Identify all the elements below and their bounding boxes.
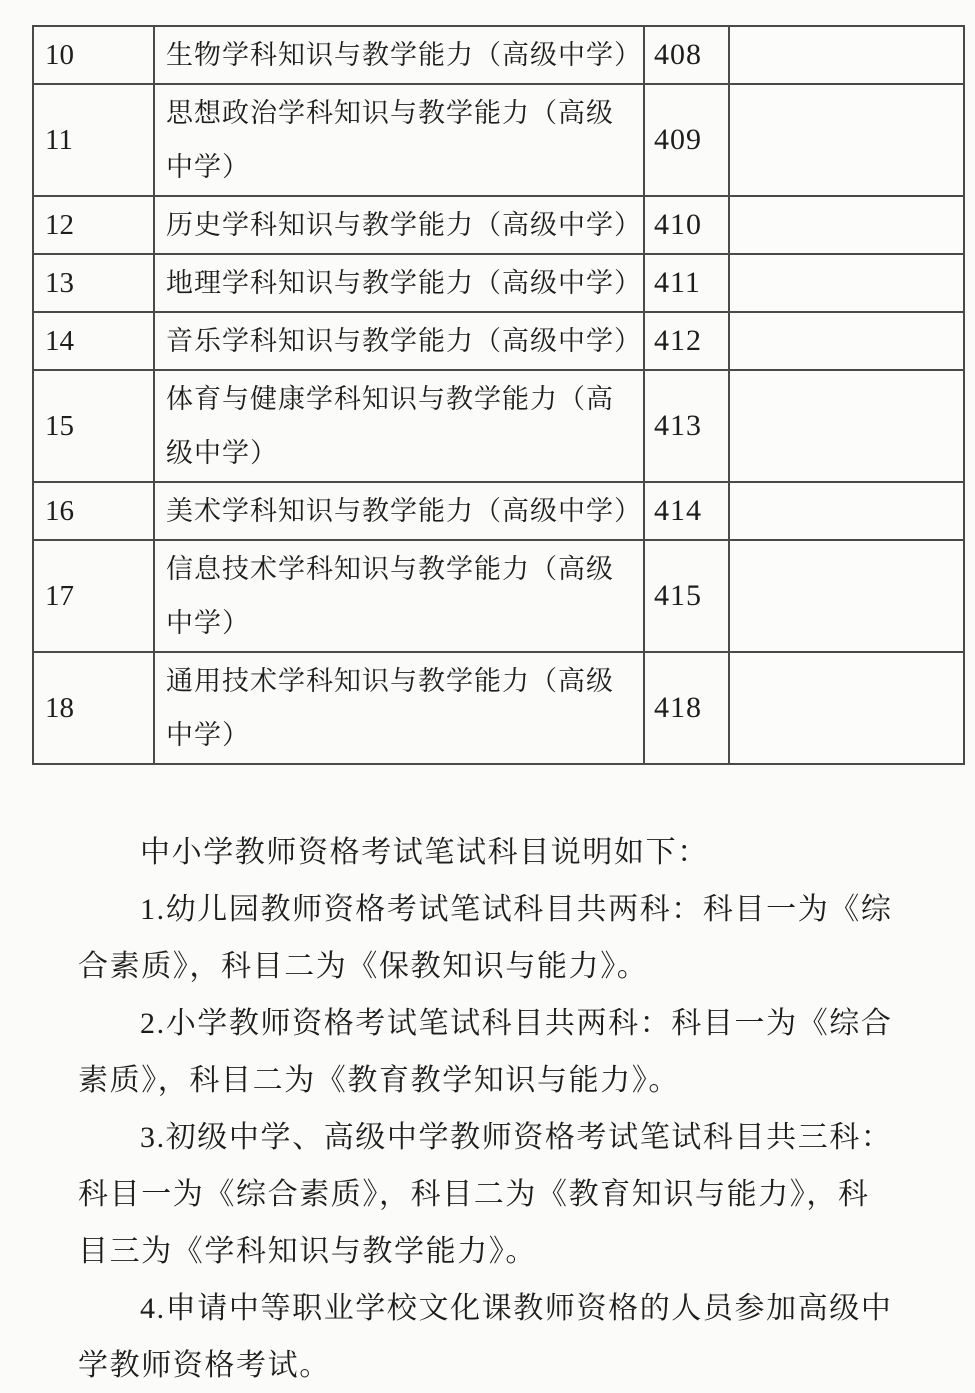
notes-line: 中小学教师资格考试笔试科目说明如下： xyxy=(140,836,709,869)
row-number-cell: 10 xyxy=(33,26,154,84)
code-cell: 415 xyxy=(644,540,729,652)
subject-line: 级中学） xyxy=(166,438,278,468)
subject-line: 中学） xyxy=(166,152,250,182)
notes-line: 科目一为《综合素质》，科目二为《教育知识与能力》，科 xyxy=(78,1178,870,1211)
subject-line: 通用技术学科知识与教学能力（高级 xyxy=(166,666,614,696)
remark-cell xyxy=(729,540,964,652)
notes-line: 1.幼儿园教师资格考试笔试科目共两科：科目一为《综 xyxy=(140,893,893,926)
subject-line: 思想政治学科知识与教学能力（高级 xyxy=(166,98,614,128)
table-row xyxy=(33,652,964,764)
code-cell: 418 xyxy=(644,652,729,764)
table-row xyxy=(33,370,964,482)
code-cell: 413 xyxy=(644,370,729,482)
table-row xyxy=(33,540,964,652)
notes-line: 目三为《学科知识与教学能力》。 xyxy=(78,1235,537,1268)
subject-line: 历史学科知识与教学能力（高级中学） xyxy=(166,210,642,240)
code-cell: 410 xyxy=(644,196,729,254)
subject-cell xyxy=(154,652,644,764)
table-row xyxy=(33,482,964,540)
subject-cell xyxy=(154,254,644,312)
subject-cell xyxy=(154,370,644,482)
row-number-cell: 18 xyxy=(33,652,154,764)
row-number-cell: 14 xyxy=(33,312,154,370)
subject-cell xyxy=(154,196,644,254)
code-cell: 412 xyxy=(644,312,729,370)
exam-subjects-table-body xyxy=(33,26,964,764)
table-row xyxy=(33,84,964,196)
subject-line: 生物学科知识与教学能力（高级中学） xyxy=(166,40,642,70)
row-number-cell: 12 xyxy=(33,196,154,254)
table-row xyxy=(33,254,964,312)
table-row xyxy=(33,312,964,370)
remark-cell xyxy=(729,84,964,196)
remark-cell xyxy=(729,196,964,254)
notes-line: 素质》，科目二为《教育教学知识与能力》。 xyxy=(78,1064,680,1097)
row-number-cell: 17 xyxy=(33,540,154,652)
subject-line: 美术学科知识与教学能力（高级中学） xyxy=(166,496,642,526)
notes-line: 学教师资格考试。 xyxy=(78,1349,331,1382)
notes-line: 2.小学教师资格考试笔试科目共两科：科目一为《综合 xyxy=(140,1007,893,1040)
subject-cell xyxy=(154,482,644,540)
subject-line: 信息技术学科知识与教学能力（高级 xyxy=(166,554,614,584)
subject-line: 中学） xyxy=(166,608,250,638)
row-number-cell: 11 xyxy=(33,84,154,196)
remark-cell xyxy=(729,482,964,540)
notes-line: 4.申请中等职业学校文化课教师资格的人员参加高级中 xyxy=(140,1292,893,1325)
row-number-cell: 16 xyxy=(33,482,154,540)
exam-subjects-table xyxy=(32,25,965,765)
notes-section xyxy=(78,824,918,1393)
remark-cell xyxy=(729,26,964,84)
code-cell: 414 xyxy=(644,482,729,540)
remark-cell xyxy=(729,254,964,312)
table-row xyxy=(33,26,964,84)
remark-cell xyxy=(729,370,964,482)
subject-cell xyxy=(154,540,644,652)
subject-cell xyxy=(154,84,644,196)
remark-cell xyxy=(729,312,964,370)
code-cell: 411 xyxy=(644,254,729,312)
code-cell: 408 xyxy=(644,26,729,84)
notes-line: 3.初级中学、高级中学教师资格考试笔试科目共三科： xyxy=(140,1121,893,1154)
notes-line: 合素质》，科目二为《保教知识与能力》。 xyxy=(78,950,649,983)
row-number-cell: 13 xyxy=(33,254,154,312)
row-number-cell: 15 xyxy=(33,370,154,482)
table-row xyxy=(33,196,964,254)
code-cell: 409 xyxy=(644,84,729,196)
subject-cell xyxy=(154,26,644,84)
subject-cell xyxy=(154,312,644,370)
subject-line: 中学） xyxy=(166,720,250,750)
remark-cell xyxy=(729,652,964,764)
subject-line: 音乐学科知识与教学能力（高级中学） xyxy=(166,326,642,356)
subject-line: 体育与健康学科知识与教学能力（高 xyxy=(166,384,614,414)
subject-line: 地理学科知识与教学能力（高级中学） xyxy=(166,268,642,298)
